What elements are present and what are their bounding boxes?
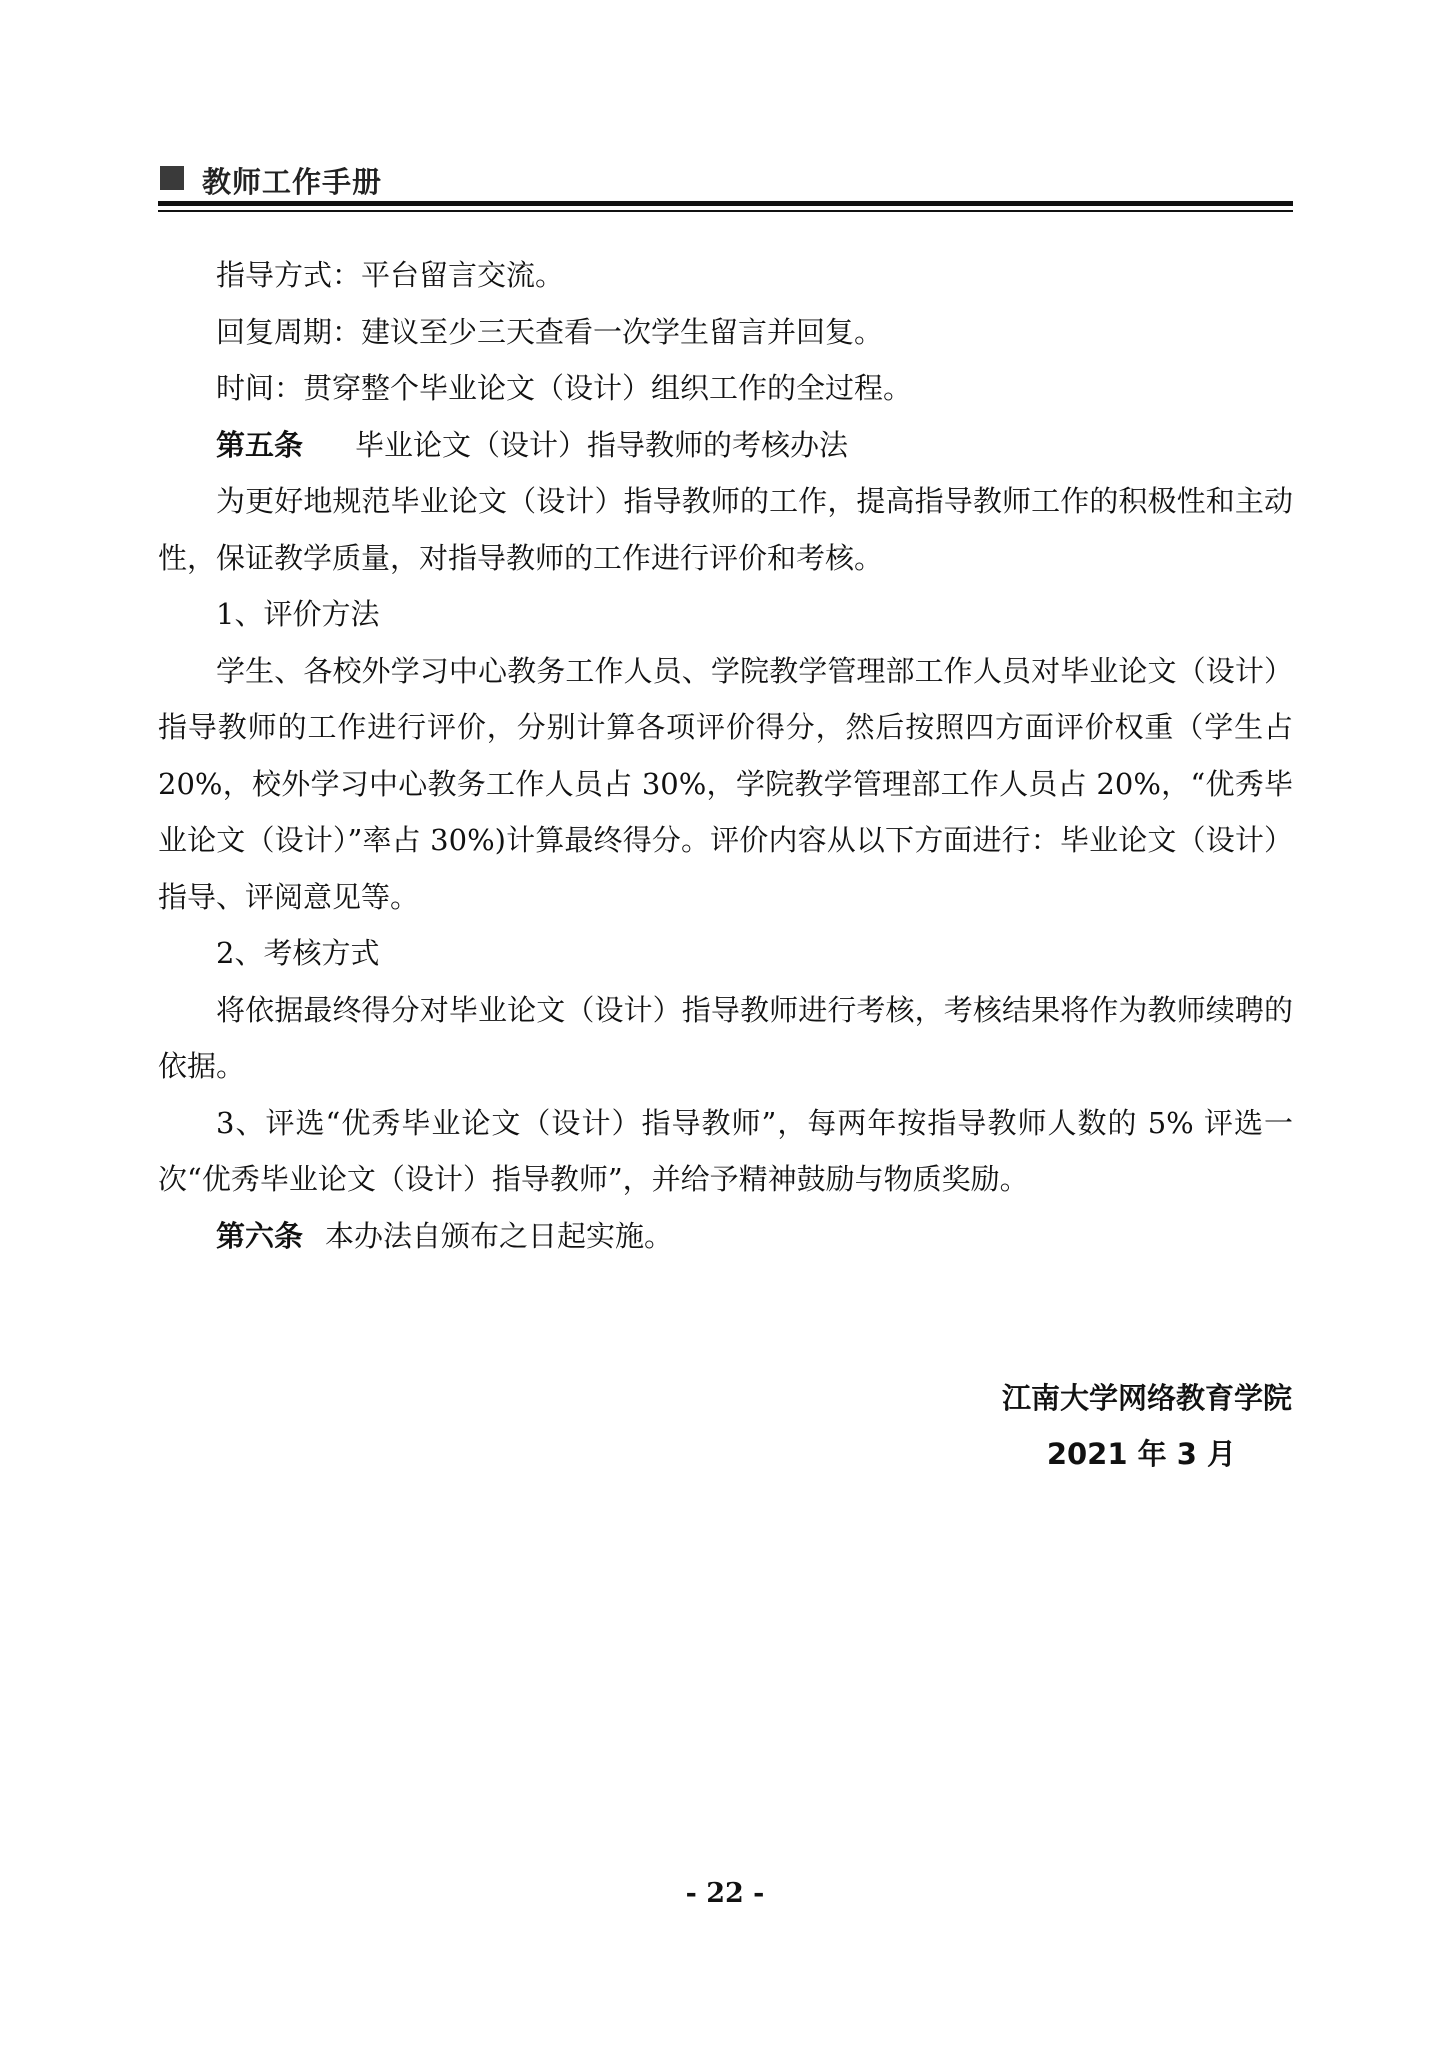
article-6-label: 第六条 (216, 1218, 304, 1253)
reply-cycle-line: 回复周期：建议至少三天查看一次学生留言并回复。 (216, 314, 884, 349)
document-body (158, 247, 1293, 1264)
time-line: 时间：贯穿整个毕业论文（设计）组织工作的全过程。 (216, 371, 913, 405)
article-6-line (158, 1208, 1293, 1265)
signature-date: 2021 年 3 月 (1046, 1437, 1236, 1471)
header-title: 教师工作手册 (202, 165, 383, 199)
article-5-label: 第五条 (216, 427, 304, 462)
item-1-title: 1、评价方法 (216, 597, 380, 631)
article-5-title: 毕业论文（设计）指导教师的考核办法 (355, 427, 849, 462)
guidance-method-line: 指导方式：平台留言交流。 (216, 258, 565, 292)
article-6-text: 本办法自颁布之日起实施。 (325, 1218, 674, 1253)
item-2-title: 2、考核方式 (216, 936, 380, 970)
signature-organization: 江南大学网络教育学院 (1001, 1381, 1292, 1415)
header-rule-thin (158, 210, 1293, 212)
page-number: - 22 - (685, 1878, 765, 1909)
item-1-paragraph: 学生、各校外学习中心教务工作人员、学院教学管理部工作人员对毕业论文（设计）指导教师的工作进行评价，分别计算各项评价得分，然后按照四方面评价权重（学生占20%，校外学习中心教务工作人员占 30%，学院教学管理部工作人员占 20%，“优秀毕业论文（设计）”率占 30%)计算最终得分。评价内容从以下方面进行：毕业论文（设计）指导、评阅意见等。 (158, 653, 1293, 914)
item-2-paragraph: 将依据最终得分对毕业论文（设计）指导教师进行考核，考核结果将作为教师续聘的依据。 (158, 992, 1293, 1083)
page-header (158, 158, 1293, 204)
article-5-intro-paragraph: 为更好地规范毕业论文（设计）指导教师的工作，提高指导教师工作的积极性和主动性，保证教学质量，对指导教师的工作进行评价和考核。 (158, 484, 1293, 575)
header-rule-thick (158, 201, 1293, 206)
signature-block (1002, 1370, 1292, 1482)
article-5-heading (158, 417, 1293, 474)
item-3-paragraph: 3、评选“优秀毕业论文（设计）指导教师”，每两年按指导教师人数的 5% 评选一次“优秀毕业论文（设计）指导教师”，并给予精神鼓励与物质奖励。 (158, 1105, 1293, 1196)
header-square-icon (160, 166, 184, 190)
